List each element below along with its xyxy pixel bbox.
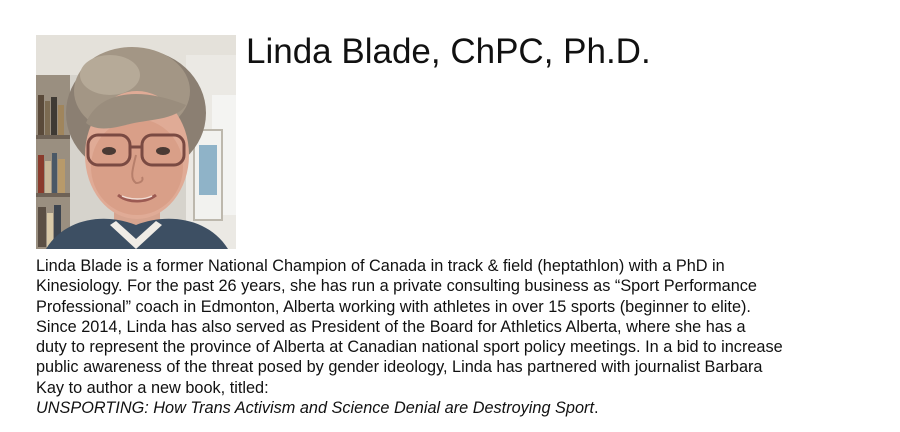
- book-title: UNSPORTING: How Trans Activism and Science Denial are Destroying Sport: [36, 399, 594, 418]
- bio-line: duty to represent the province of Alberta at Canadian national sport policy meetings. In a bid to increase: [36, 338, 783, 357]
- person-name-title: Linda Blade, ChPC, Ph.D.: [246, 32, 651, 71]
- bio-line: Kinesiology. For the past 26 years, she has run a private consulting business as “Sport Performance: [36, 277, 757, 296]
- bio-line: Since 2014, Linda has also served as President of the Board for Athletics Alberta, where she has a: [36, 317, 746, 336]
- bio-line: public awareness of the threat posed by gender ideology, Linda has partnered with journalist Barbara: [36, 358, 763, 377]
- book-title-period: .: [593, 399, 599, 418]
- bio-line: Professional” coach in Edmonton, Alberta working with athletes in over 15 sports (beginner to elite).: [36, 297, 751, 316]
- biography-text: [36, 256, 886, 418]
- portrait-illustration: [36, 35, 236, 249]
- book-title-line: [36, 398, 886, 418]
- portrait-photo: [36, 35, 236, 249]
- bio-line: Kay to author a new book, titled:: [36, 378, 269, 397]
- bio-line: Linda Blade is a former National Champion of Canada in track & field (heptathlon) with a PhD in: [36, 257, 725, 275]
